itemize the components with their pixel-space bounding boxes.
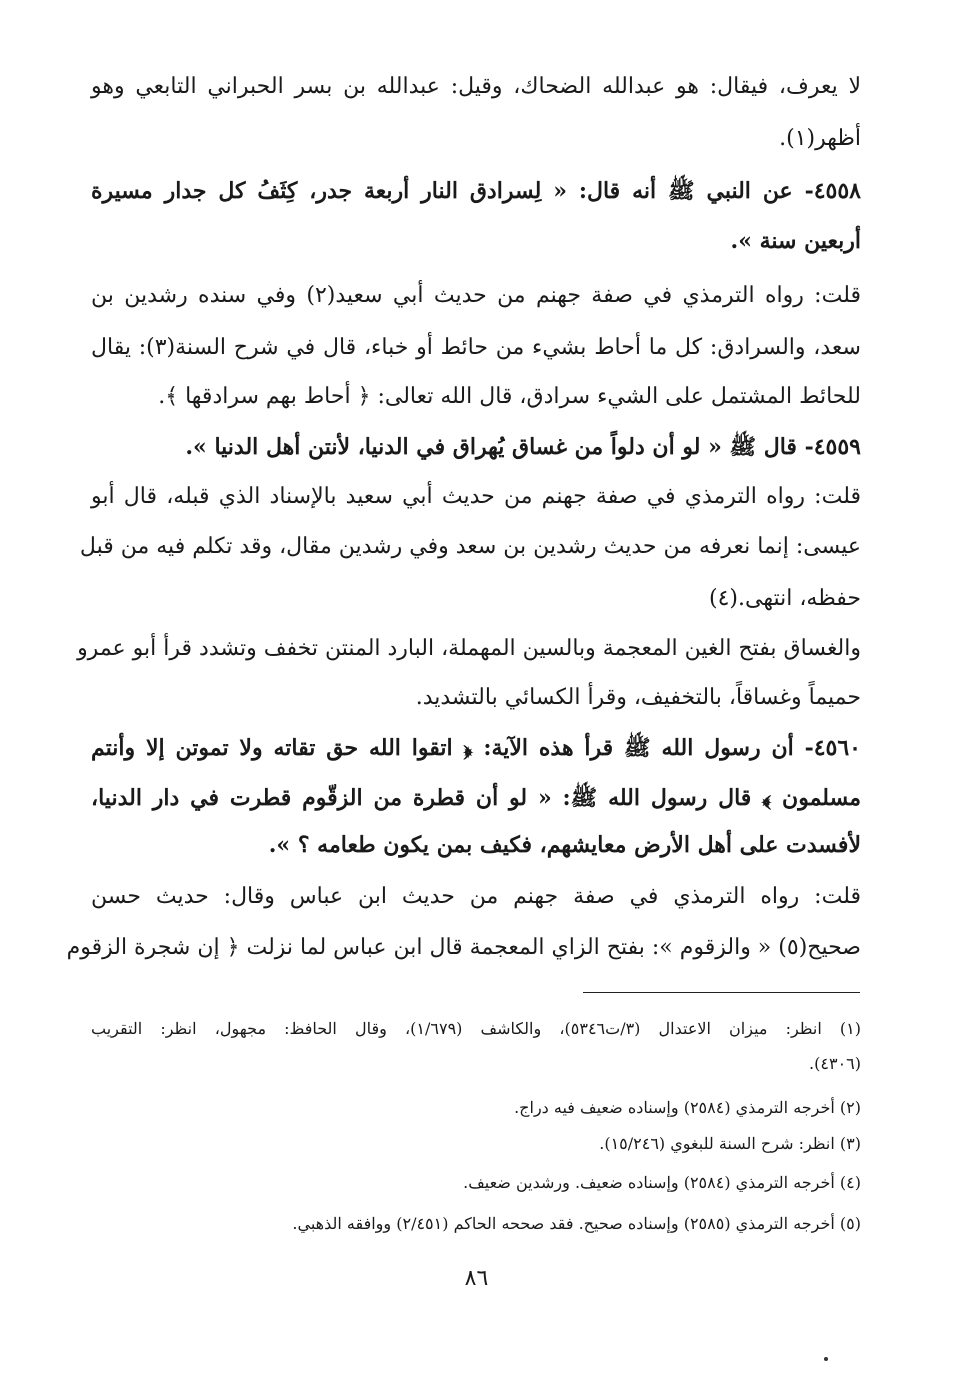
footnote-1: (١) انظر: ميزان الاعتدال (٣/ت٥٣٤٦)، والكاشف (١/٦٧٩)، وقال الحافظ: مجهول، انظر: التقريب <box>91 1019 862 1038</box>
footnote-5: (٥) أخرجه الترمذي (٢٥٨٥) وإسناده صحيح. فقد صححه الحاكم (٢/٤٥١) ووافقه الذهبي. <box>292 1214 861 1233</box>
hadith-4558-line: أربعين سنة ». <box>730 228 861 254</box>
body-line: لا يعرف، فيقال: هو عبدالله الضحاك، وقيل: عبدالله بن بسر الحبراني التابعي وهو <box>91 74 861 99</box>
footnote-divider <box>583 992 860 993</box>
body-line: قلت: رواه الترمذي في صفة جهنم من حديث أبي سعيد بالإسناد الذي قبله، قال أبو <box>91 484 861 509</box>
footnote-2: (٢) أخرجه الترمذي (٢٥٨٤) وإسناده ضعيف فيه دراج. <box>514 1098 861 1117</box>
footnote-3: (٣) انظر: شرح السنة للبغوي (١٥/٢٤٦). <box>599 1134 861 1153</box>
body-line: حميماً وغساقاً، بالتخفيف، وقرأ الكسائي بالتشديد. <box>415 685 861 710</box>
hadith-4559-line: ٤٥٥٩- قال ﷺ « لو أن دلواً من غساق يُهراق في الدنيا، لأنتن أهل الدنيا ». <box>185 434 861 460</box>
body-line: حفظه، انتهى.(٤) <box>708 586 861 611</box>
body-line: صحيح(٥) « والزقوم »: بفتح الزاي المعجمة قال ابن عباس لما نزلت ﴿ إن شجرة الزقوم <box>66 935 861 960</box>
body-line: قلت: رواه الترمذي في صفة جهنم من حديث ابن عباس وقال: حديث حسن <box>91 884 861 909</box>
hadith-4560-line: مسلمون ﴾ قال رسول الله ﷺ: « لو أن قطرة من الزقّوم قطرت في دار الدنيا، <box>91 785 861 811</box>
footnote-4: (٤) أخرجه الترمذي (٢٥٨٤) وإسناده ضعيف. ورشدين ضعيف. <box>463 1173 861 1192</box>
body-line: أظهر(١). <box>779 126 861 151</box>
hadith-4560-line: لأفسدت على أهل الأرض معايشهم، فكيف بمن يكون طعامه ؟ ». <box>268 832 861 858</box>
scan-speck <box>824 1357 828 1361</box>
body-line: قلت: رواه الترمذي في صفة جهنم من حديث أبي سعيد(٢) وفي سنده رشدين بن <box>91 283 861 308</box>
body-line: والغساق بفتح الغين المعجمة وبالسين المهملة، البارد المنتن تخفف وتشدد قرأ أبو عمرو <box>77 636 861 661</box>
body-line: سعد، والسرادق: كل ما أحاط بشيء من حائط أو خباء، قال في شرح السنة(٣): يقال <box>91 335 861 360</box>
hadith-4560-line: ٤٥٦٠- أن رسول الله ﷺ قرأ هذه الآية: ﴿ اتقوا الله حق تقاته ولا تموتن إلا وأنتم <box>91 735 861 761</box>
hadith-4558-line: ٤٥٥٨- عن النبي ﷺ أنه قال: « لِسرادق النار أربعة جدر، كِثَفُ كل جدار مسيرة <box>91 178 861 204</box>
page-number: ٨٦ <box>464 1266 489 1291</box>
footnote-1-cont: (٤٣٠٦). <box>809 1054 861 1073</box>
body-line: للحائط المشتمل على الشيء سرادق، قال الله تعالى: ﴿ أحاط بهم سرادقها ﴾. <box>158 384 861 409</box>
body-line: عيسى: إنما نعرفه من حديث رشدين بن سعد وفي رشدين مقال، وقد تكلم فيه من قبل <box>79 534 861 559</box>
